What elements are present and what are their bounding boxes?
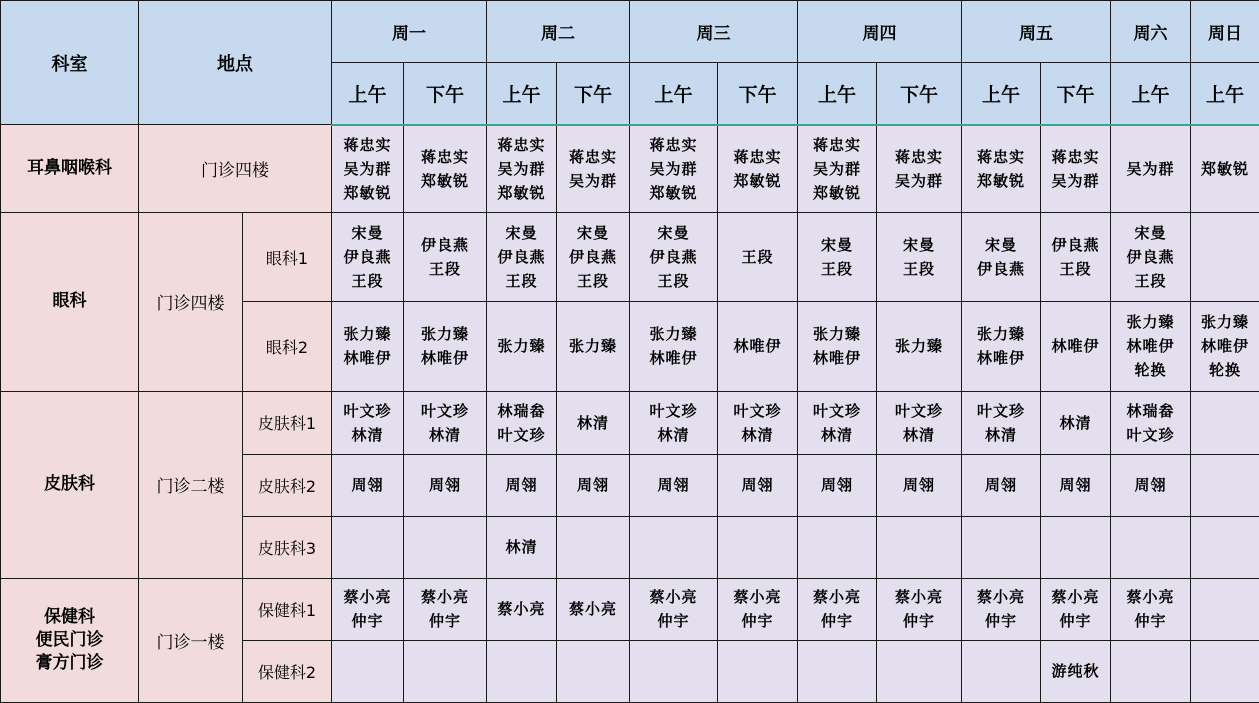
doctor-name: 林清 xyxy=(576,413,609,432)
doctor-name: 仲宇 xyxy=(428,612,461,631)
slot-cell xyxy=(557,302,630,391)
doctor-name: 蒋忠实 xyxy=(649,135,698,154)
row-derm-1 xyxy=(1,391,1259,454)
doctor-name: 周翎 xyxy=(820,476,853,495)
doctor-name: 周翎 xyxy=(505,476,538,495)
doctor-name: 蔡小亮 xyxy=(568,600,617,619)
slot-cell xyxy=(557,391,630,454)
doctor-name: 轮换 xyxy=(1208,361,1241,380)
doctor-name: 蔡小亮 xyxy=(497,600,546,619)
doctor-name: 张力臻 xyxy=(420,325,469,344)
sub-derm-2: 皮肤科2 xyxy=(243,454,332,516)
slot-cell xyxy=(630,640,718,702)
header-sat-am: 上午 xyxy=(1111,63,1191,125)
row-health-1 xyxy=(1,578,1259,640)
header-day-mon: 周一 xyxy=(332,1,487,63)
doctor-name: 林唯伊 xyxy=(343,349,392,368)
slot-cell xyxy=(798,302,877,391)
doctor-name: 郑敏锐 xyxy=(649,183,698,202)
slot-cell xyxy=(718,302,798,391)
doctor-name: 蔡小亮 xyxy=(1126,588,1175,607)
doctor-name: 王段 xyxy=(1059,260,1092,279)
slot-cell xyxy=(404,302,487,391)
location-ent: 门诊四楼 xyxy=(139,125,332,213)
header-day-sun: 周日 xyxy=(1191,1,1259,63)
doctor-name: 郑敏锐 xyxy=(420,171,469,190)
doctor-name: 伊良燕 xyxy=(1051,236,1100,255)
doctor-name: 蔡小亮 xyxy=(976,588,1025,607)
slot-cell xyxy=(404,213,487,302)
header-day-tue: 周二 xyxy=(487,1,630,63)
slot-cell xyxy=(798,125,877,213)
slot-cell xyxy=(630,454,718,516)
slot-cell xyxy=(630,516,718,578)
doctor-name: 王段 xyxy=(657,272,690,291)
doctor-name: 周翎 xyxy=(657,476,690,495)
slot-cell xyxy=(404,640,487,702)
doctor-name: 郑敏锐 xyxy=(812,183,861,202)
doctor-name: 蒋忠实 xyxy=(343,135,392,154)
doctor-name: 张力臻 xyxy=(343,325,392,344)
doctor-name: 周翎 xyxy=(1059,476,1092,495)
slot-cell xyxy=(332,213,404,302)
doctor-name: 蒋忠实 xyxy=(1051,147,1100,166)
header-location: 地点 xyxy=(139,1,332,125)
doctor-name: 蔡小亮 xyxy=(894,588,943,607)
doctor-name: 林唯伊 xyxy=(976,349,1025,368)
slot-cell xyxy=(332,578,404,640)
slot-cell xyxy=(487,391,557,454)
doctor-name: 周翎 xyxy=(428,476,461,495)
header-wed-pm: 下午 xyxy=(718,63,798,125)
slot-cell xyxy=(332,391,404,454)
doctor-name: 伊良燕 xyxy=(568,248,617,267)
slot-cell xyxy=(630,391,718,454)
slot-cell xyxy=(332,516,404,578)
doctor-name: 蔡小亮 xyxy=(812,588,861,607)
doctor-name: 张力臻 xyxy=(497,337,546,356)
doctor-name: 吴为群 xyxy=(343,159,392,178)
slot-cell xyxy=(1041,640,1111,702)
slot-cell xyxy=(1041,578,1111,640)
header-day-wed: 周三 xyxy=(630,1,798,63)
slot-cell xyxy=(487,125,557,213)
slot-cell xyxy=(1191,454,1259,516)
sub-health-1: 保健科1 xyxy=(243,578,332,640)
slot-cell xyxy=(487,578,557,640)
doctor-name: 林清 xyxy=(820,425,853,444)
sub-eye-1: 眼科1 xyxy=(243,213,332,302)
doctor-name: 林瑞畚 xyxy=(1126,401,1175,420)
header-tue-am: 上午 xyxy=(487,63,557,125)
header-wed-am: 上午 xyxy=(630,63,718,125)
doctor-name: 仲宇 xyxy=(741,612,774,631)
slot-cell xyxy=(877,302,962,391)
doctor-name: 林清 xyxy=(902,425,935,444)
header-fri-am: 上午 xyxy=(962,63,1041,125)
doctor-name: 张力臻 xyxy=(1200,313,1249,332)
doctor-name: 吴为群 xyxy=(568,171,617,190)
doctor-name: 周翎 xyxy=(902,476,935,495)
doctor-name: 林唯伊 xyxy=(420,349,469,368)
doctor-name: 王段 xyxy=(351,272,384,291)
doctor-name: 仲宇 xyxy=(984,612,1017,631)
doctor-name: 蒋忠实 xyxy=(497,135,546,154)
header-day-sat: 周六 xyxy=(1111,1,1191,63)
doctor-name: 周翎 xyxy=(1134,476,1167,495)
slot-cell xyxy=(487,454,557,516)
doctor-name: 仲宇 xyxy=(657,612,690,631)
slot-cell xyxy=(962,578,1041,640)
doctor-name: 林唯伊 xyxy=(812,349,861,368)
slot-cell xyxy=(1111,125,1191,213)
header-fri-pm: 下午 xyxy=(1041,63,1111,125)
doctor-name: 宋曼 xyxy=(505,224,538,243)
sub-derm-1: 皮肤科1 xyxy=(243,391,332,454)
dept-eye: 眼科 xyxy=(1,213,139,391)
dept-health-line-1: 保健科 xyxy=(44,606,95,627)
header-sun-am: 上午 xyxy=(1191,63,1259,125)
slot-cell xyxy=(798,640,877,702)
doctor-name: 蒋忠实 xyxy=(812,135,861,154)
doctor-name: 叶文珍 xyxy=(649,401,698,420)
doctor-name: 周翎 xyxy=(984,476,1017,495)
doctor-name: 张力臻 xyxy=(812,325,861,344)
slot-cell xyxy=(798,516,877,578)
slot-cell xyxy=(1111,640,1191,702)
slot-cell xyxy=(630,302,718,391)
doctor-name: 吴为群 xyxy=(812,159,861,178)
doctor-name: 蔡小亮 xyxy=(420,588,469,607)
doctor-name: 叶文珍 xyxy=(1126,425,1175,444)
doctor-name: 吴为群 xyxy=(649,159,698,178)
doctor-name: 叶文珍 xyxy=(733,401,782,420)
doctor-name: 轮换 xyxy=(1134,361,1167,380)
doctor-name: 伊良燕 xyxy=(343,248,392,267)
slot-cell xyxy=(718,213,798,302)
slot-cell xyxy=(718,125,798,213)
doctor-name: 伊良燕 xyxy=(1126,248,1175,267)
slot-cell xyxy=(962,125,1041,213)
header-day-thu: 周四 xyxy=(798,1,962,63)
slot-cell xyxy=(487,302,557,391)
slot-cell xyxy=(1111,302,1191,391)
slot-cell xyxy=(487,640,557,702)
slot-cell xyxy=(332,302,404,391)
doctor-name: 林唯伊 xyxy=(1200,337,1249,356)
slot-cell xyxy=(332,454,404,516)
doctor-name: 宋曼 xyxy=(820,236,853,255)
doctor-name: 叶文珍 xyxy=(420,401,469,420)
slot-cell xyxy=(332,640,404,702)
slot-cell xyxy=(718,454,798,516)
doctor-name: 蒋忠实 xyxy=(894,147,943,166)
doctor-name: 蔡小亮 xyxy=(1051,588,1100,607)
header-row-days xyxy=(1,1,1259,63)
slot-cell xyxy=(877,516,962,578)
doctor-name: 仲宇 xyxy=(1134,612,1167,631)
slot-cell xyxy=(1111,454,1191,516)
doctor-name: 王段 xyxy=(505,272,538,291)
doctor-name: 叶文珍 xyxy=(343,401,392,420)
doctor-name: 王段 xyxy=(902,260,935,279)
slot-cell xyxy=(798,213,877,302)
slot-cell xyxy=(487,213,557,302)
doctor-name: 林唯伊 xyxy=(1051,337,1100,356)
doctor-name: 仲宇 xyxy=(902,612,935,631)
slot-cell xyxy=(1041,454,1111,516)
doctor-name: 宋曼 xyxy=(351,224,384,243)
slot-cell xyxy=(557,516,630,578)
doctor-name: 郑敏锐 xyxy=(733,171,782,190)
sub-eye-2: 眼科2 xyxy=(243,302,332,391)
dept-derm: 皮肤科 xyxy=(1,391,139,578)
doctor-name: 林清 xyxy=(984,425,1017,444)
doctor-name: 张力臻 xyxy=(1126,313,1175,332)
slot-cell xyxy=(1041,302,1111,391)
slot-cell xyxy=(630,125,718,213)
doctor-name: 伊良燕 xyxy=(976,260,1025,279)
location-derm: 门诊二楼 xyxy=(139,391,243,578)
doctor-name: 仲宇 xyxy=(820,612,853,631)
slot-cell xyxy=(1041,213,1111,302)
slot-cell xyxy=(1191,640,1259,702)
slot-cell xyxy=(877,454,962,516)
slot-cell xyxy=(1191,391,1259,454)
location-health: 门诊一楼 xyxy=(139,578,243,702)
location-eye: 门诊四楼 xyxy=(139,213,243,391)
slot-cell xyxy=(404,125,487,213)
dept-health-line-3: 膏方门诊 xyxy=(35,652,104,673)
sub-health-2: 保健科2 xyxy=(243,640,332,702)
dept-health-line-2: 便民门诊 xyxy=(35,629,104,650)
slot-cell xyxy=(962,391,1041,454)
slot-cell xyxy=(1191,302,1259,391)
doctor-name: 吴为群 xyxy=(894,171,943,190)
header-mon-pm: 下午 xyxy=(404,63,487,125)
header-thu-pm: 下午 xyxy=(877,63,962,125)
sub-derm-3: 皮肤科3 xyxy=(243,516,332,578)
doctor-name: 林清 xyxy=(657,425,690,444)
doctor-name: 周翎 xyxy=(351,476,384,495)
doctor-name: 叶文珍 xyxy=(976,401,1025,420)
doctor-name: 宋曼 xyxy=(1134,224,1167,243)
slot-cell xyxy=(877,213,962,302)
slot-cell xyxy=(1111,213,1191,302)
slot-cell xyxy=(1191,578,1259,640)
dept-health xyxy=(1,578,139,702)
doctor-name: 吴为群 xyxy=(497,159,546,178)
slot-cell xyxy=(332,125,404,213)
slot-cell xyxy=(404,454,487,516)
slot-cell xyxy=(557,454,630,516)
doctor-name: 伊良燕 xyxy=(420,236,469,255)
doctor-name: 林清 xyxy=(428,425,461,444)
doctor-name: 张力臻 xyxy=(894,337,943,356)
doctor-name: 张力臻 xyxy=(568,337,617,356)
doctor-name: 吴为群 xyxy=(1051,171,1100,190)
slot-cell xyxy=(1041,391,1111,454)
dept-ent: 耳鼻咽喉科 xyxy=(1,125,139,213)
doctor-name: 蔡小亮 xyxy=(343,588,392,607)
header-day-fri: 周五 xyxy=(962,1,1111,63)
header-tue-pm: 下午 xyxy=(557,63,630,125)
doctor-name: 宋曼 xyxy=(902,236,935,255)
slot-cell xyxy=(798,578,877,640)
slot-cell xyxy=(877,391,962,454)
doctor-name: 吴为群 xyxy=(1126,159,1175,178)
doctor-name: 王段 xyxy=(1134,272,1167,291)
doctor-name: 周翎 xyxy=(576,476,609,495)
doctor-name: 蔡小亮 xyxy=(733,588,782,607)
doctor-name: 郑敏锐 xyxy=(1200,159,1249,178)
doctor-name: 林唯伊 xyxy=(1126,337,1175,356)
doctor-name: 张力臻 xyxy=(649,325,698,344)
slot-cell xyxy=(557,125,630,213)
slot-cell xyxy=(1191,213,1259,302)
doctor-name: 宋曼 xyxy=(576,224,609,243)
slot-cell xyxy=(718,640,798,702)
slot-cell xyxy=(718,516,798,578)
slot-cell xyxy=(877,125,962,213)
slot-cell xyxy=(798,391,877,454)
doctor-name: 蒋忠实 xyxy=(733,147,782,166)
doctor-name: 仲宇 xyxy=(351,612,384,631)
doctor-name: 伊良燕 xyxy=(649,248,698,267)
slot-cell xyxy=(404,391,487,454)
doctor-name: 叶文珍 xyxy=(497,425,546,444)
doctor-name: 王段 xyxy=(576,272,609,291)
slot-cell xyxy=(1041,125,1111,213)
slot-cell xyxy=(404,516,487,578)
slot-cell xyxy=(630,578,718,640)
doctor-name: 蒋忠实 xyxy=(420,147,469,166)
doctor-name: 林唯伊 xyxy=(733,337,782,356)
slot-cell xyxy=(1111,578,1191,640)
doctor-name: 林清 xyxy=(741,425,774,444)
slot-cell xyxy=(1041,516,1111,578)
doctor-name: 蒋忠实 xyxy=(568,147,617,166)
slot-cell xyxy=(962,516,1041,578)
row-eye-1 xyxy=(1,213,1259,302)
slot-cell xyxy=(1111,516,1191,578)
doctor-name: 蔡小亮 xyxy=(649,588,698,607)
doctor-name: 游纯秋 xyxy=(1051,662,1100,681)
slot-cell xyxy=(962,213,1041,302)
doctor-name: 林清 xyxy=(1059,413,1092,432)
doctor-name: 王段 xyxy=(820,260,853,279)
slot-cell xyxy=(962,640,1041,702)
slot-cell xyxy=(557,640,630,702)
doctor-name: 蒋忠实 xyxy=(976,147,1025,166)
slot-cell xyxy=(1191,516,1259,578)
row-ent xyxy=(1,125,1259,213)
slot-cell xyxy=(1191,125,1259,213)
slot-cell xyxy=(962,302,1041,391)
doctor-name: 王段 xyxy=(741,248,774,267)
doctor-name: 郑敏锐 xyxy=(343,183,392,202)
header-mon-am: 上午 xyxy=(332,63,404,125)
slot-cell xyxy=(718,578,798,640)
doctor-name: 林清 xyxy=(505,538,538,557)
slot-cell xyxy=(557,578,630,640)
doctor-name: 林瑞畚 xyxy=(497,401,546,420)
header-dept: 科室 xyxy=(1,1,139,125)
slot-cell xyxy=(1111,391,1191,454)
slot-cell xyxy=(877,640,962,702)
slot-cell xyxy=(404,578,487,640)
doctor-name: 郑敏锐 xyxy=(497,183,546,202)
slot-cell xyxy=(630,213,718,302)
doctor-name: 林清 xyxy=(351,425,384,444)
doctor-name: 宋曼 xyxy=(657,224,690,243)
doctor-name: 叶文珍 xyxy=(812,401,861,420)
doctor-name: 仲宇 xyxy=(1059,612,1092,631)
slot-cell xyxy=(798,454,877,516)
doctor-name: 叶文珍 xyxy=(894,401,943,420)
doctor-name: 郑敏锐 xyxy=(976,171,1025,190)
doctor-name: 王段 xyxy=(428,260,461,279)
doctor-name: 张力臻 xyxy=(976,325,1025,344)
slot-cell xyxy=(718,391,798,454)
doctor-name: 周翎 xyxy=(741,476,774,495)
slot-cell xyxy=(487,516,557,578)
slot-cell xyxy=(557,213,630,302)
slot-cell xyxy=(962,454,1041,516)
header-thu-am: 上午 xyxy=(798,63,877,125)
doctor-name: 林唯伊 xyxy=(649,349,698,368)
doctor-name: 伊良燕 xyxy=(497,248,546,267)
slot-cell xyxy=(877,578,962,640)
doctor-name: 宋曼 xyxy=(984,236,1017,255)
